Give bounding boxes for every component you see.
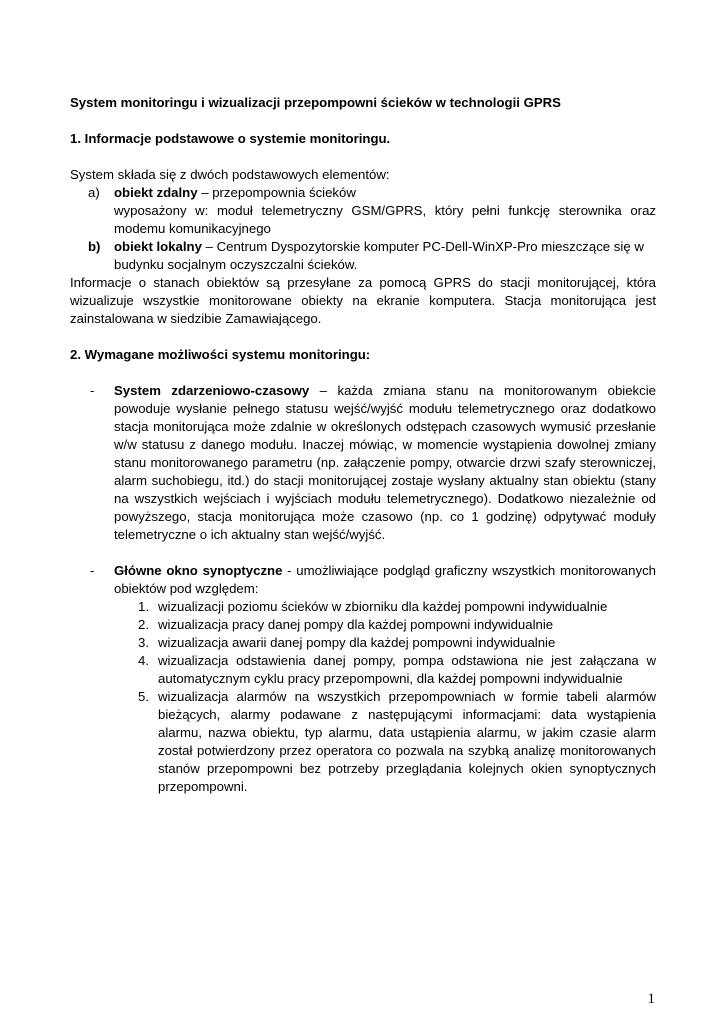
dash-item-synoptic bbox=[70, 562, 656, 598]
item-a-bold: obiekt zdalny bbox=[114, 185, 198, 200]
numbered-item-text: wizualizacja pracy danej pompy dla każdej pompowni indywidualnie bbox=[158, 617, 554, 632]
dash-1-bold: System zdarzeniowo-czasowy bbox=[114, 383, 310, 398]
list-item-a bbox=[70, 184, 656, 202]
numbered-item-text: wizualizacji poziomu ścieków w zbiorniku dla każdej pompowni indywidualnie bbox=[158, 599, 608, 614]
section-1-paragraph: Informacje o stanach obiektów są przesyłane za pomocą GPRS do stacji monitorującej, która wizualizuje wszystkie monitorowane obiekty na ekranie komputera. Stacja monitorująca jest zainstalowana w siedzibie Zamawiającego. bbox=[70, 275, 656, 326]
item-a-continuation: wyposażony w: moduł telemetryczny GSM/GPRS, który pełni funkcję sterownika oraz modemu komunikacyjnego bbox=[114, 203, 656, 236]
numbered-item-text: wizualizacja odstawienia danej pompy, pompa odstawiona nie jest załączana w automatycznym cyklu pracy przepompowni, dla każdej pompowni indywidualnie bbox=[158, 653, 656, 686]
number-marker: 5. bbox=[138, 689, 149, 704]
list-item-b bbox=[70, 238, 656, 274]
document-title: System monitoringu i wizualizacji przepompowni ścieków w technologii GPRS bbox=[70, 95, 561, 110]
numbered-item-1 bbox=[70, 598, 656, 616]
numbered-item-text: wizualizacja alarmów na wszystkich przepompowniach w formie tabeli alarmów bieżących, alarmy podawane z następującymi informacjami: data wystąpienia alarmu, nazwa obiektu, typ alarmu, data ustąpienia alarmu, w jakim czasie alarm został potwierdzony przez operatora co pozwala na szybką analizę monitorowanych stanów przepompowni bez potrzeby przeglądania kolejnych okien synoptycznych przepompowni. bbox=[158, 689, 656, 794]
dash-2-bold: Główne okno synoptyczne bbox=[114, 563, 283, 578]
number-marker: 1. bbox=[138, 599, 149, 614]
list-marker: a) bbox=[88, 185, 100, 200]
numbered-item-text: wizualizacja awarii danej pompy dla każdej pompowni indywidualnie bbox=[158, 635, 556, 650]
page-number: 1 bbox=[647, 991, 655, 1007]
section-2-heading: 2. Wymagane możliwości systemu monitoringu: bbox=[70, 347, 371, 362]
item-a-text: – przepompownia ścieków bbox=[197, 185, 356, 200]
dash-marker: - bbox=[90, 563, 95, 578]
number-marker: 2. bbox=[138, 617, 149, 632]
dash-1-text: – każda zmiana stanu na monitorowanym obiekcie powoduje wysłanie pełnego statusu wejść/wyjść modułu telemetrycznego oraz dodatkowo stacja monitorująca może zdalnie w określonych odstępach czasowych wymusić przesłanie w/w statusu z danego modułu. Inaczej mówiąc, w momencie wystąpienia dowolnej zmiany stanu monitorowanego parametru (np. załączenie pompy, otwarcie drzwi szafy sterowniczej, alarm suchobiegu, itd.) do stacji monitorującej zostaje wysłany aktualny stan obiektu (stany na wszystkich wejściach i wyjściach modułu telemetrycznego). Dodatkowo niezależnie od powyższego, stacja monitorująca może czasowo (np. co 1 godzinę) odpytywać moduły telemetryczne o ich aktualny stan wejść/wyjść. bbox=[114, 383, 656, 542]
section-1-intro: System składa się z dwóch podstawowych elementów: bbox=[70, 167, 390, 182]
number-marker: 3. bbox=[138, 635, 149, 650]
numbered-item-2 bbox=[70, 616, 656, 634]
numbered-item-4 bbox=[70, 652, 656, 688]
dash-item-system bbox=[70, 382, 656, 544]
dash-marker: - bbox=[90, 383, 95, 398]
numbered-item-5 bbox=[70, 688, 656, 796]
list-marker: b) bbox=[88, 239, 101, 254]
numbered-item-3 bbox=[70, 634, 656, 652]
number-marker: 4. bbox=[138, 653, 149, 668]
section-1-heading: 1. Informacje podstawowe o systemie monitoringu. bbox=[70, 131, 391, 146]
dash-2-text: - umożliwiające podgląd graficzny wszystkich monitorowanych obiektów pod względem: bbox=[114, 563, 656, 596]
item-b-bold: obiekt lokalny bbox=[114, 239, 202, 254]
document-page bbox=[70, 94, 656, 796]
item-b-text: – Centrum Dyspozytorskie komputer PC-Dell-WinXP-Pro mieszczące się w budynku socjalnym oczyszczalni ścieków. bbox=[114, 239, 644, 272]
